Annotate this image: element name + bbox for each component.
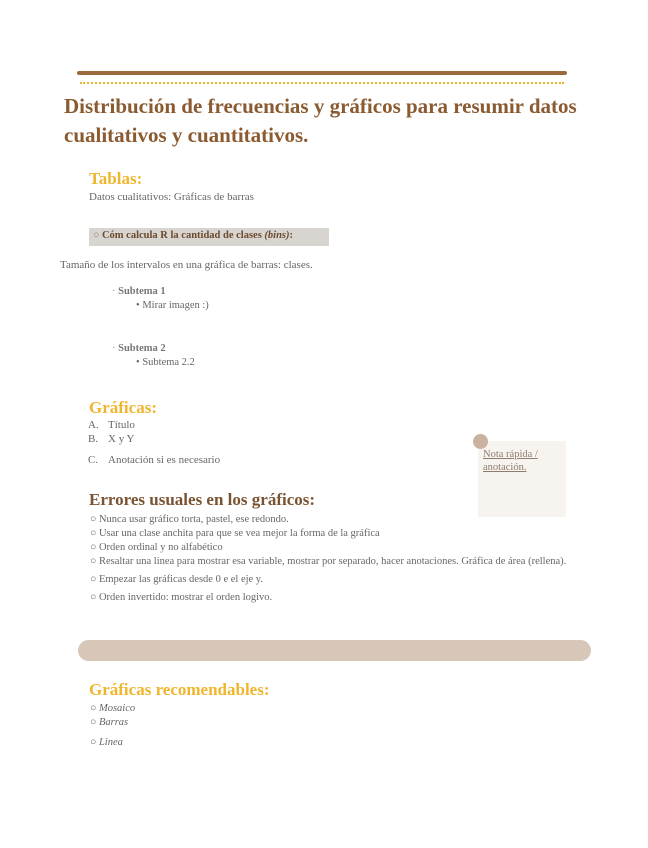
list-item — [90, 591, 580, 605]
bullet-icon: ○ — [90, 737, 99, 748]
bins-question — [93, 230, 293, 241]
errores-heading: Errores usuales en los gráficos: — [89, 490, 316, 509]
intervals-paragraph: Tamaño de los intervalos en una gráfica de barras: clases. — [60, 259, 313, 271]
list-text: Mosaico — [98, 703, 136, 714]
subtema1-item — [136, 300, 209, 311]
bullet-icon: ○ — [90, 528, 99, 539]
list-text: Resaltar una linea para mostrar esa variable, mostrar por separado, hacer anotaciones. Gráfica de área (rellena). — [98, 556, 567, 567]
bullet-icon: ○ — [93, 230, 102, 241]
top-divider — [77, 71, 567, 75]
bins-question-text: Cóm calcula R la cantidad de clases — [101, 230, 265, 241]
list-number: C. — [88, 454, 99, 466]
bullet-icon: ○ — [90, 717, 99, 728]
tablas-heading: Tablas: — [89, 169, 143, 188]
bullet-icon: ○ — [90, 514, 99, 525]
sticky-note-text[interactable]: Nota rápida / anotación. — [483, 449, 538, 473]
list-number: A. — [88, 419, 99, 431]
errores-list — [90, 513, 580, 605]
page-title: Distribución de frecuencias y gráficos para resumir datos cualitativos y cuantitativos. — [64, 94, 577, 147]
list-item — [88, 419, 135, 431]
list-item — [90, 736, 135, 750]
list-item — [90, 513, 580, 527]
bullet-icon: ○ — [90, 556, 99, 567]
subtema2-item — [136, 357, 195, 368]
list-text: Título — [108, 419, 135, 431]
graficas-heading: Gráficas: — [89, 398, 157, 417]
list-text: Usar una clase anchita para que se vea mejor la forma de la gráfica — [98, 528, 380, 539]
list-text: Orden ordinal y no alfabético — [98, 542, 223, 553]
subtema1 — [112, 286, 166, 297]
list-text: Empezar las gráficas desde 0 e el eje y. — [98, 574, 263, 585]
bins-colon: : — [289, 230, 294, 241]
bullet-icon: ○ — [90, 542, 99, 553]
list-item — [90, 573, 580, 587]
bullet-icon: · — [112, 286, 119, 297]
list-number: B. — [88, 433, 99, 445]
list-text: Linea — [98, 737, 123, 748]
list-item — [90, 555, 580, 569]
subtema1-label: Subtema 1 — [118, 286, 166, 297]
list-text: X y Y — [108, 433, 135, 445]
subtema2-item-text: Subtema 2.2 — [142, 357, 195, 368]
pin-icon — [473, 434, 488, 449]
bullet-icon: • — [136, 300, 143, 311]
list-item — [90, 702, 135, 716]
bullet-icon: ○ — [90, 592, 99, 603]
bullet-icon: · — [112, 343, 119, 354]
list-item — [90, 527, 580, 541]
dotted-divider — [80, 82, 564, 84]
list-text: Barras — [98, 717, 129, 728]
list-text: Anotación si es necesario — [108, 454, 221, 466]
tablas-subtitle: Datos cualitativos: Gráficas de barras — [89, 191, 254, 203]
list-item — [88, 454, 220, 466]
bullet-icon: • — [136, 357, 143, 368]
subtema2-label: Subtema 2 — [118, 343, 166, 354]
recomendables-heading: Gráficas recomendables: — [89, 680, 270, 699]
list-item — [90, 716, 135, 730]
subtema1-item-text: Mirar imagen :) — [142, 300, 209, 311]
list-text: Nunca usar gráfico torta, pastel, ese redondo. — [98, 514, 289, 525]
bullet-icon: ○ — [90, 574, 99, 585]
section-separator — [78, 640, 591, 661]
list-item — [88, 433, 134, 445]
list-text: Orden invertido: mostrar el orden logivo. — [98, 592, 273, 603]
bullet-icon: ○ — [90, 703, 99, 714]
bins-term: (bins) — [264, 230, 290, 241]
subtema2 — [112, 343, 166, 354]
recomendables-list — [90, 702, 135, 750]
list-item — [90, 541, 580, 555]
